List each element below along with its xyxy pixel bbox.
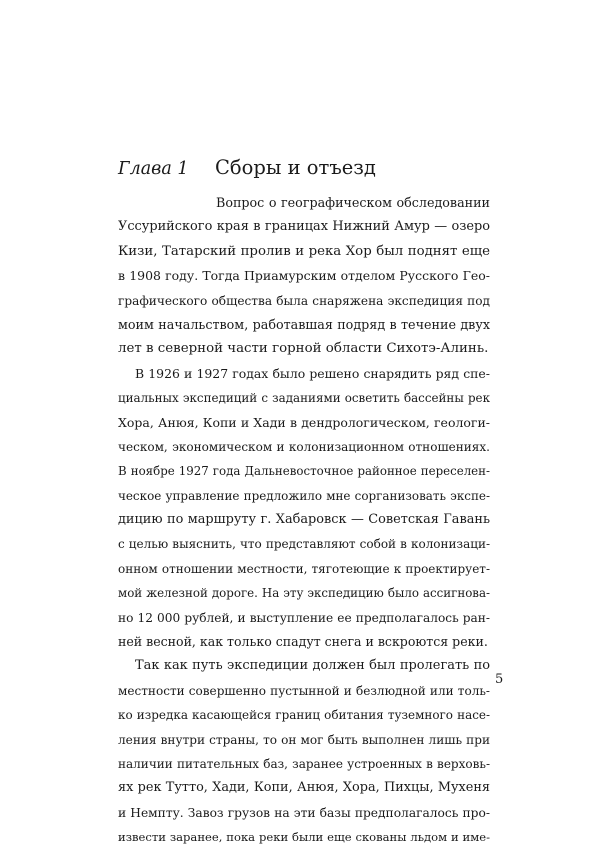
page-number: 5	[495, 672, 504, 687]
text-line: ях рек Тутто, Хади, Копи, Анюя, Хора, Пихцы, Мухеня	[118, 780, 490, 796]
text-line: моим начальством, работавшая подряд в течение двух	[118, 316, 490, 332]
text-line: Уссурийского края в границах Нижний Амур — озеро	[118, 219, 490, 235]
text-line: В ноябре 1927 года Дальневосточное районное переселен-	[118, 464, 490, 479]
text-line: ко изредка касающейся границ обитания туземного насе-	[118, 708, 490, 723]
text-line: с целью выяснить, что представляют собой в колонизаци-	[118, 537, 490, 552]
text-line: но 12 000 рублей, и выступление ее предполагалось ран-	[118, 610, 490, 625]
text-line: ления внутри страны, то он мог быть выполнен лишь при	[118, 732, 490, 747]
text-line: лет в северной части горной области Сихотэ-Алинь.	[118, 341, 489, 357]
chapter-label: Глава 1	[118, 159, 189, 179]
text-line: Вопрос о географическом обследовании	[216, 195, 490, 210]
text-line: Кизи, Татарский пролив и река Хор был поднят еще	[118, 243, 490, 259]
body-text	[118, 191, 490, 850]
text-line: графического общества была снаряжена экспедиция под	[118, 293, 490, 308]
text-line: ней весной, как только спадут снега и вскроются реки.	[118, 634, 488, 650]
text-line: Так как путь экспедиции должен был пролегать по	[135, 658, 490, 674]
text-line: извести заранее, пока реки были еще скованы льдом и име-	[118, 830, 490, 845]
text-line: В 1926 и 1927 годах было решено снарядить ряд спе-	[135, 365, 490, 381]
text-line: циальных экспедиций с заданиями осветить бассейны рек	[118, 391, 490, 406]
chapter-title: Сборы и отъезд	[215, 156, 376, 179]
text-line: ческом, экономическом и колонизационном отношениях.	[118, 439, 490, 454]
text-line: дицию по маршруту г. Хабаровск — Советская Гавань	[118, 512, 490, 528]
text-line: Хора, Анюя, Копи и Хади в дендрологическом, геологи-	[118, 414, 490, 430]
text-line: онном отношении местности, тяготеющие к проектирует-	[118, 561, 490, 576]
text-line: в 1908 году. Тогда Приамурским отделом Русского Гео-	[118, 268, 490, 284]
text-line: наличии питательных баз, заранее устроенных в верховь-	[118, 756, 490, 771]
text-line: ческое управление предложило мне сорганизовать экспе-	[118, 488, 490, 503]
text-line: мой железной дороге. На эту экспедицию было ассигнова-	[118, 586, 490, 601]
text-line: и Немпту. Завоз грузов на эти базы предполагалось про-	[118, 805, 490, 820]
text-line: местности совершенно пустынной и безлюдной или толь-	[118, 683, 490, 698]
